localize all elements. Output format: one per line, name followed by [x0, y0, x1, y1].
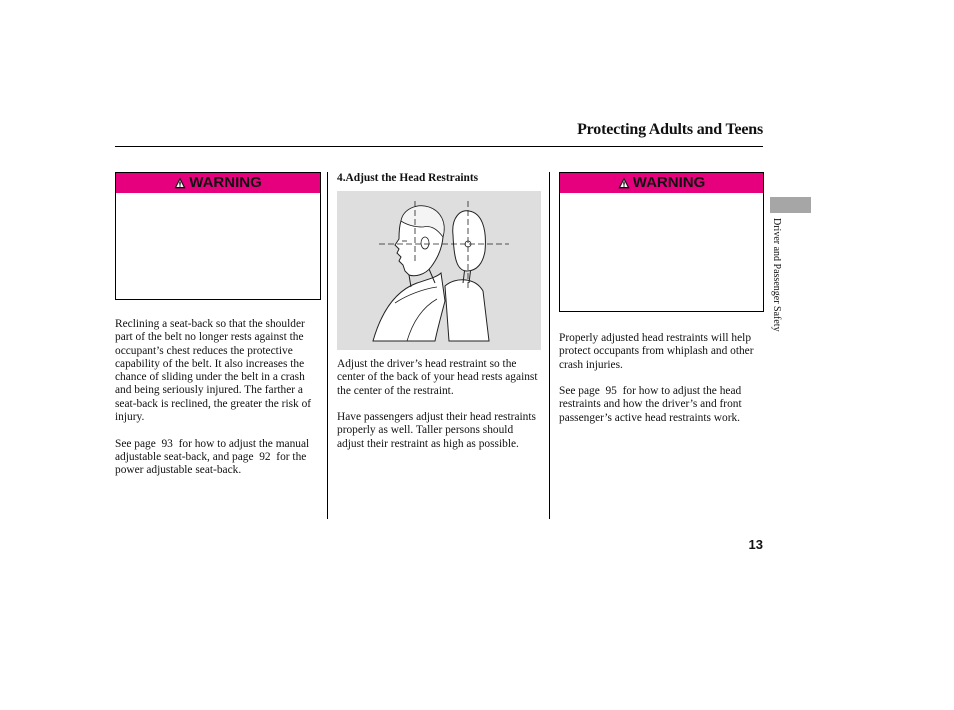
- left-paragraph-1: Reclining a seat-back so that the shoulder part of the belt no longer rests against the occupant’s chest reduces the protective capability of the belt. It also increases the chance of sliding under the belt in a crash and being seriously injured. The farther a seat-back is reclined, the greater the risk of injury.: [115, 318, 312, 424]
- section-tab: [770, 197, 811, 213]
- right-column-text: [559, 332, 763, 438]
- warning-triangle-icon: [618, 177, 630, 189]
- column-divider-right: [549, 172, 550, 519]
- page-title: Protecting Adults and Teens: [577, 121, 763, 138]
- middle-paragraph-2: Have passengers adjust their head restraints properly as well. Taller persons should adjust their restraint as high as possible.: [337, 411, 536, 450]
- head-restraint-illustration: [337, 191, 541, 350]
- right-paragraph-2: See page 95 for how to adjust the head restraints and how the driver’s and front passenger’s active head restraints work.: [559, 385, 745, 424]
- title-rule: [115, 146, 763, 147]
- warning-label: WARNING: [189, 174, 262, 191]
- left-column-text: [115, 318, 319, 491]
- warning-box-left: [115, 172, 321, 300]
- section-side-label: Driver and Passenger Safety: [771, 218, 782, 332]
- page-number: 13: [748, 537, 763, 552]
- warning-header: [116, 173, 320, 193]
- middle-paragraph-1: Adjust the driver’s head restraint so the center of the back of your head rests against the center of the restraint.: [337, 358, 538, 397]
- section-heading: 4.Adjust the Head Restraints: [337, 172, 479, 184]
- warning-label: WARNING: [632, 174, 706, 191]
- warning-box-right: [559, 172, 764, 312]
- middle-column-text: [337, 358, 543, 464]
- head-restraint-diagram-icon: [337, 191, 541, 350]
- column-divider-left: [327, 172, 328, 519]
- right-paragraph-1: Properly adjusted head restraints will help protect occupants from whiplash and other crash injuries.: [559, 332, 754, 371]
- warning-triangle-icon: [174, 177, 186, 189]
- left-paragraph-2: See page 93 for how to adjust the manual adjustable seat-back, and page 92 for the power adjustable seat-back.: [115, 437, 313, 477]
- warning-header: [560, 173, 763, 193]
